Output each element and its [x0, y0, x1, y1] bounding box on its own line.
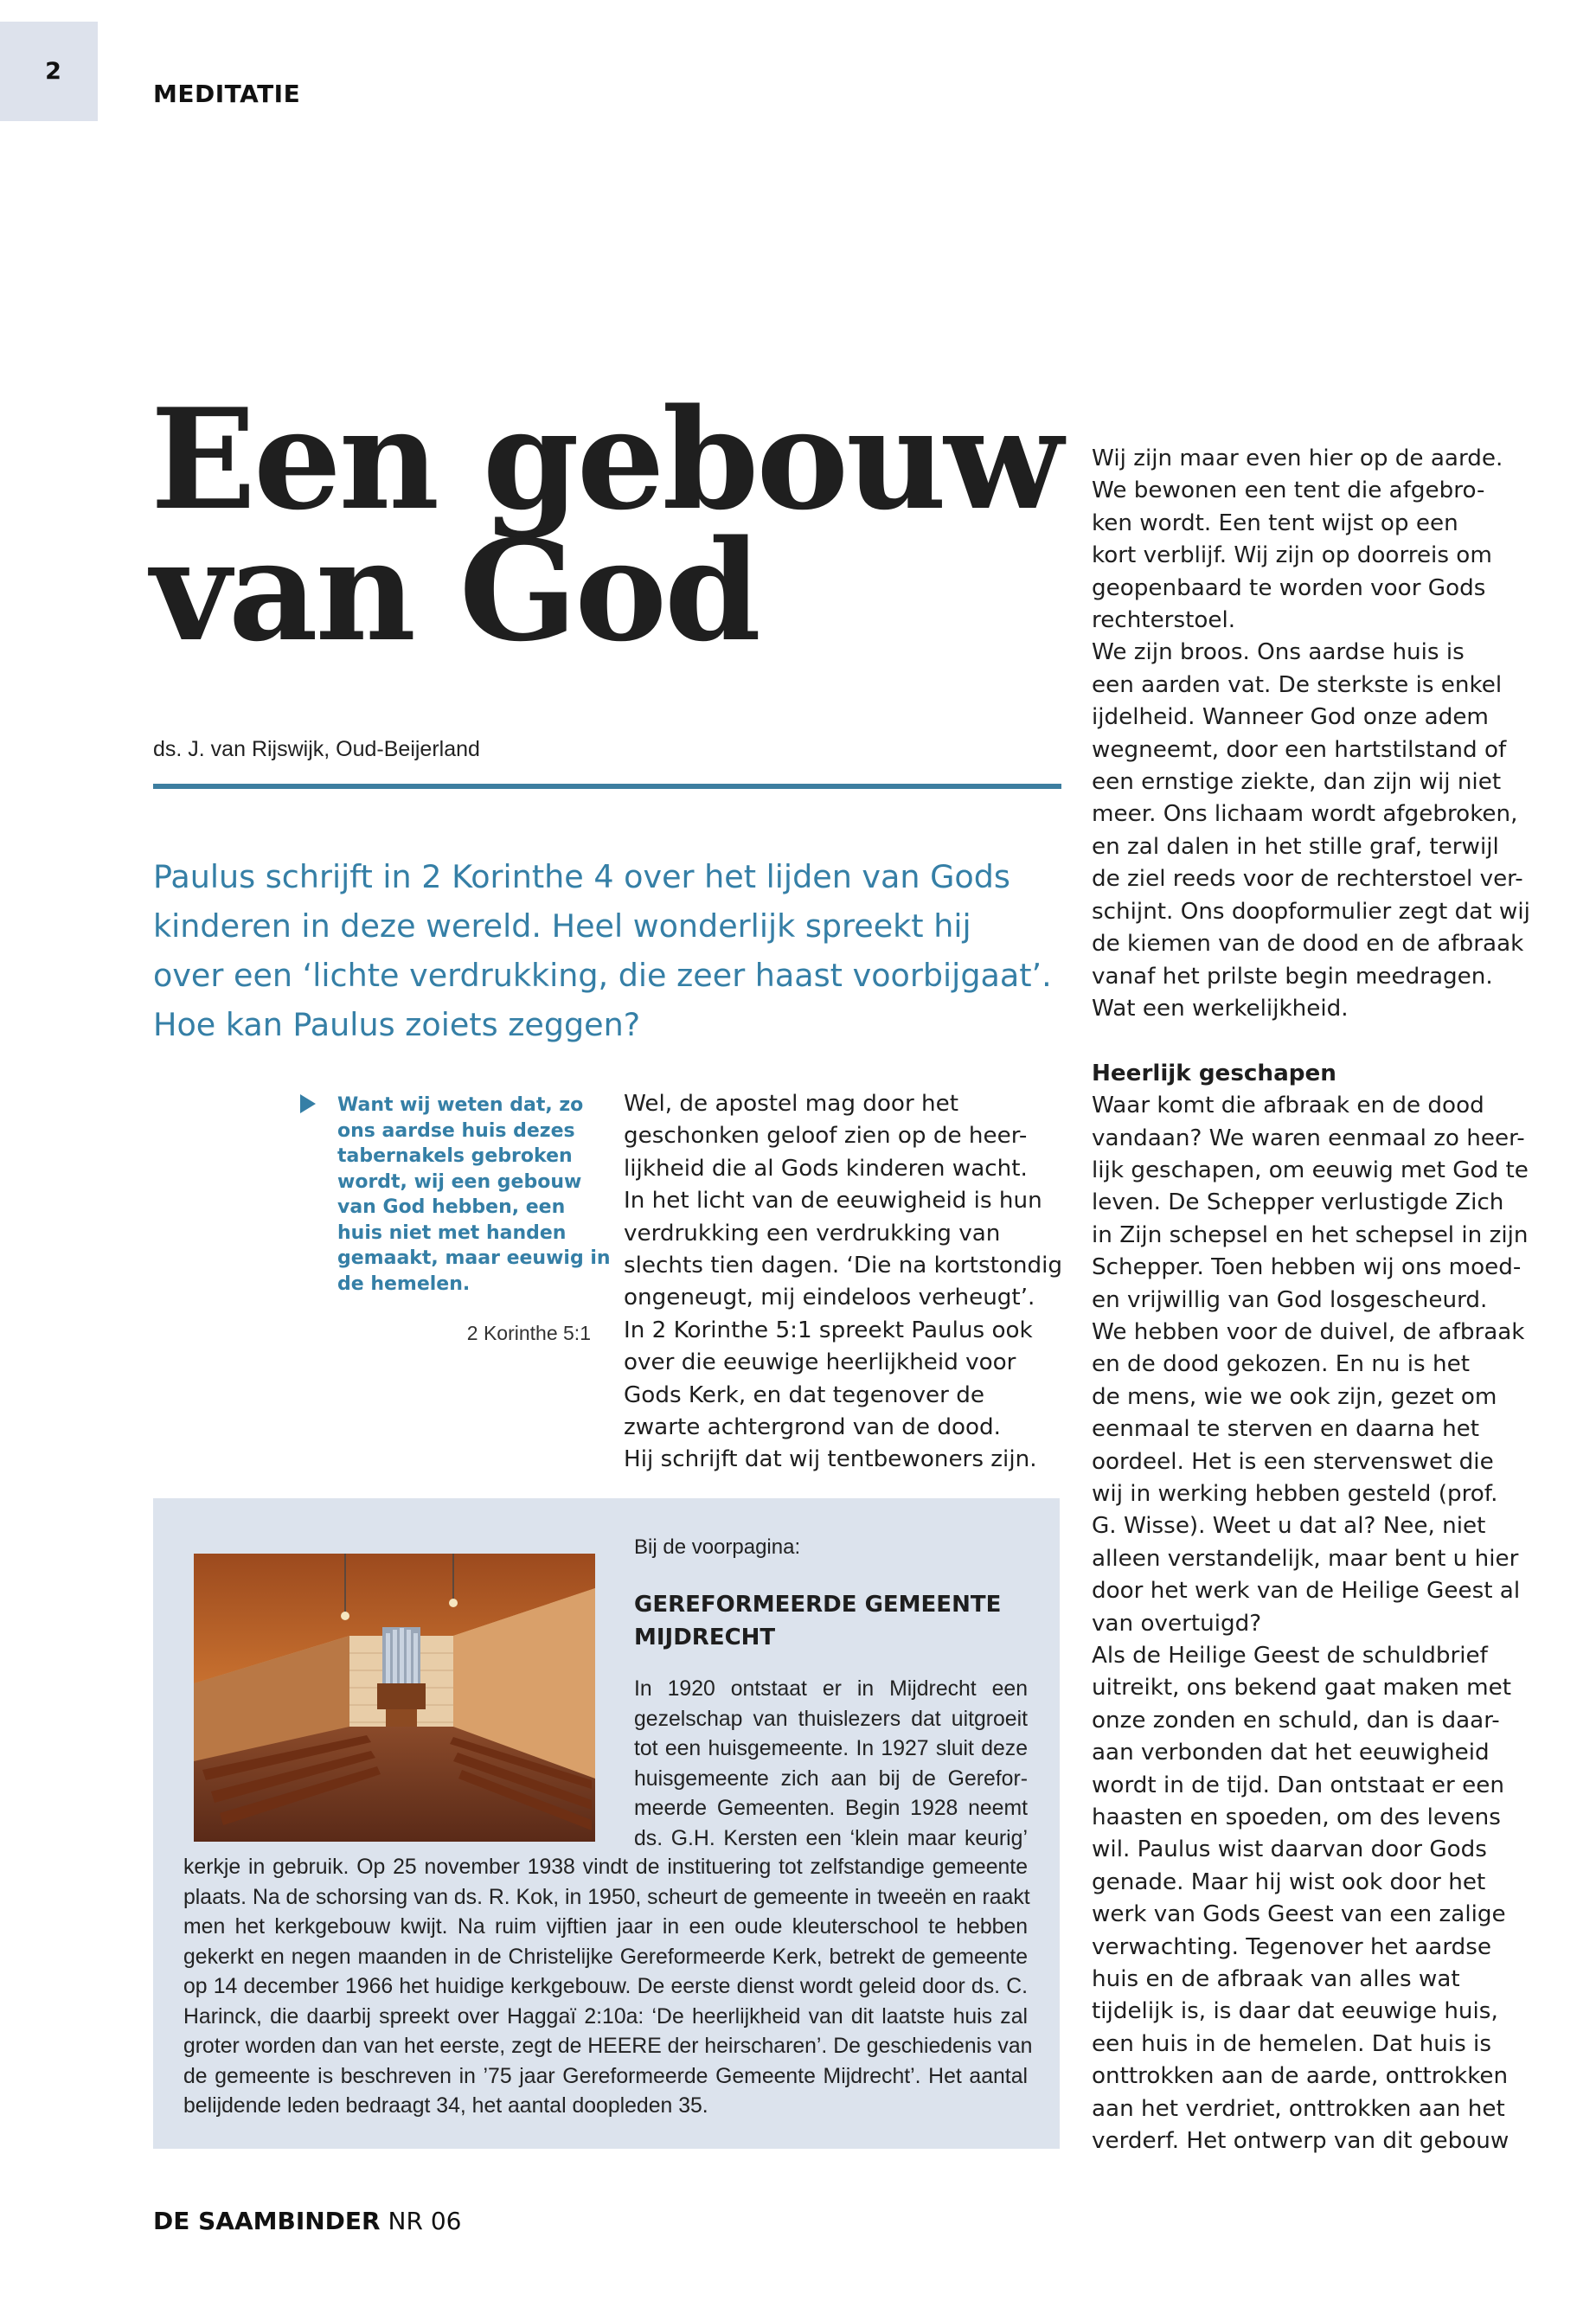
cover-box-label: Bij de voorpagina:	[634, 1535, 801, 1559]
body-line: Wij zijn maar even hier op de aarde.	[1092, 445, 1503, 471]
cover-box-text-wide	[183, 1853, 1033, 2122]
body-line: Waar komt die afbraak en de dood	[1092, 1093, 1484, 1119]
body-line: verwachting. Tegenover het aardse	[1092, 1933, 1492, 1960]
body-line: de mens, wie we ook zijn, gezet om	[1092, 1383, 1497, 1410]
section-label: MEDITATIE	[153, 80, 301, 108]
body-line: Wat een werkelijkheid.	[1092, 995, 1349, 1022]
body-line: Hij schrijft dat wij tentbewoners zijn.	[624, 1446, 1037, 1473]
body-line: G. Wisse). Weet u dat al? Nee, niet	[1092, 1513, 1486, 1540]
box-text-line: gezelschap van thuislezers dat uitgroeit	[634, 1707, 1028, 1731]
box-text-line: ds. G.H. Kersten een ‘klein maar keurig’	[634, 1826, 1028, 1850]
box-text-line: kerkje in gebruik. Op 25 november 1938 vindt de instituering tot zelfstandige gemeente	[183, 1856, 1028, 1879]
bible-quote	[337, 1093, 611, 1297]
publication-name: DE SAAMBINDER	[153, 2207, 381, 2235]
body-line: tijdelijk is, is daar dat eeuwige huis,	[1092, 1998, 1498, 2025]
body-line: onttrokken aan de aarde, onttrokken	[1092, 2063, 1509, 2090]
body-line: Gods Kerk, en dat tegenover de	[624, 1381, 984, 1408]
quote-line: van God hebben, een	[337, 1196, 566, 1218]
body-line: Wel, de apostel mag door het	[624, 1091, 959, 1117]
box-text-line: groter worden dan van het eerste, zegt de HEERE der heirscharen’. De geschiedenis van	[183, 2035, 1033, 2058]
box-text-line: belijdende leden bedraagt 34, het aantal doopleden 35.	[183, 2094, 708, 2118]
body-line: door het werk van de Heilige Geest al	[1092, 1578, 1521, 1605]
body-line: over die eeuwige heerlijkheid voor	[624, 1349, 1016, 1376]
body-line: vanaf het prilste begin meedragen.	[1092, 963, 1493, 990]
body-line: We hebben voor de duivel, de afbraak	[1092, 1318, 1525, 1345]
body-line: werk van Gods Geest van een zalige	[1092, 1901, 1506, 1928]
body-line: aan verbonden dat het eeuwigheid	[1092, 1740, 1490, 1766]
body-line: lijk geschapen, om eeuwig met God te	[1092, 1157, 1529, 1183]
lead-line: Paulus schrijft in 2 Korinthe 4 over het lijden van Gods	[153, 858, 1010, 895]
box-text-line: In 1920 ontstaat er in Mijdrecht een	[634, 1677, 1028, 1701]
box-text-line: men het kerkgebouw kwijt. Na ruim vijftien jaar in een oude kleuterschool te hebben	[183, 1915, 1028, 1939]
box-text-line: de gemeente is beschreven in ’75 jaar Gereformeerde Gemeente Mijdrecht’. Het aantal	[183, 2064, 1028, 2088]
lead-line: Hoe kan Paulus zoiets zeggen?	[153, 1006, 641, 1043]
body-line: wordt in de tijd. Dan ontstaat er een	[1092, 1772, 1504, 1798]
body-line: oordeel. Het is een stervenswet die	[1092, 1448, 1494, 1475]
body-line: geopenbaard te worden voor Gods	[1092, 574, 1486, 601]
box-text-line: meerde Gemeenten. Begin 1928 neemt	[634, 1797, 1028, 1820]
body-line: genade. Maar hij wist ook door het	[1092, 1868, 1486, 1895]
author-byline: ds. J. van Rijswijk, Oud-Beijerland	[153, 737, 480, 761]
body-line: rechterstoel.	[1092, 607, 1236, 634]
paragraph-gap	[1092, 1025, 1559, 1057]
box-text-line: gekerkt en negen maanden in de Christelijke Gereformeerde Kerk, betrekt de gemeente	[183, 1945, 1028, 1969]
body-line: aan het verdriet, onttrokken aan het	[1092, 2095, 1505, 2122]
lead-line: kinderen in deze wereld. Heel wonderlijk spreekt hij	[153, 907, 971, 945]
body-column-right	[1092, 443, 1559, 2158]
cover-box-title	[634, 1588, 1001, 1654]
quote-line: tabernakels gebroken	[337, 1145, 573, 1167]
body-line: verderf. Het ontwerp van dit gebouw	[1092, 2128, 1509, 2155]
box-text-line: huisgemeente zich aan bij de Gerefor-	[634, 1766, 1028, 1791]
church-interior-photo	[194, 1554, 595, 1842]
body-line: meer. Ons lichaam wordt afgebroken,	[1092, 801, 1518, 828]
body-line: ken wordt. Een tent wijst op een	[1092, 510, 1458, 536]
issue-number: NR 06	[388, 2207, 462, 2235]
body-line: kort verblijf. Wij zijn op doorreis om	[1092, 542, 1492, 569]
body-line: haasten en spoeden, om des levens	[1092, 1804, 1501, 1831]
box-text-line: Harinck, die daarbij spreekt over Haggaï 2:10a: ‘De heerlijkheid van dit laatste huis zal	[183, 2004, 1028, 2029]
body-line: en vrijwillig van God losgescheurd.	[1092, 1286, 1488, 1313]
quote-line: gemaakt, maar eeuwig in	[337, 1247, 611, 1269]
body-line: We bewonen een tent die afgebro-	[1092, 478, 1485, 504]
title-divider	[153, 784, 1061, 789]
title-line: Een gebouw	[151, 378, 1061, 541]
quote-line: ons aardse huis dezes	[337, 1119, 575, 1142]
body-line: wil. Paulus wist daarvan door Gods	[1092, 1836, 1487, 1863]
body-line: wegneemt, door een hartstilstand of	[1092, 736, 1507, 763]
body-line: lijkheid die al Gods kinderen wacht.	[624, 1155, 1028, 1182]
body-column-middle	[624, 1088, 1065, 1477]
body-line: een huis in de hemelen. Dat huis is	[1092, 2030, 1491, 2057]
body-line: ongeneugt, mij eindeloos verheugt’.	[624, 1285, 1035, 1311]
quote-line: huis niet met handen	[337, 1221, 567, 1244]
box-text-line: tot een huisgemeente. In 1927 sluit deze	[634, 1737, 1028, 1760]
body-line: de kiemen van de dood en de afbraak	[1092, 931, 1524, 958]
article-title	[151, 378, 1067, 672]
body-line: een aarden vat. De sterkste is enkel	[1092, 671, 1503, 698]
body-line: huis en de afbraak van alles wat	[1092, 1966, 1460, 1993]
body-line: uitreikt, ons bekend gaat maken met	[1092, 1675, 1512, 1702]
body-line: in Zijn schepsel en het schepsel in zijn	[1092, 1221, 1529, 1248]
box-title-line: GEREFORMEERDE GEMEENTE	[634, 1592, 1002, 1618]
title-line: van God	[151, 510, 759, 672]
body-line: ijdelheid. Wanneer God onze adem	[1092, 704, 1489, 731]
quote-reference: 2 Korinthe 5:1	[466, 1322, 591, 1344]
body-line: In 2 Korinthe 5:1 spreekt Paulus ook	[624, 1317, 1033, 1343]
body-line: een ernstige ziekte, dan zijn wij niet	[1092, 769, 1502, 796]
page-number: 2	[0, 22, 98, 121]
body-line: en zal dalen in het stille graf, terwijl	[1092, 833, 1499, 860]
box-title-line: MIJDRECHT	[634, 1625, 776, 1650]
body-line: Schepper. Toen hebben wij ons moed-	[1092, 1254, 1522, 1281]
body-line: We zijn broos. Ons aardse huis is	[1092, 639, 1465, 666]
lead-line: over een ‘lichte verdrukking, die zeer haast voorbijgaat’.	[153, 957, 1052, 994]
quote-triangle-icon	[300, 1094, 316, 1113]
body-line: vandaan? We waren eenmaal zo heer-	[1092, 1125, 1525, 1151]
body-line: geschonken geloof zien op de heer-	[624, 1123, 1028, 1150]
quote-line: de hemelen.	[337, 1272, 471, 1295]
body-line: slechts tien dagen. ‘Die na kortstondig	[624, 1253, 1062, 1279]
body-line: en de dood gekozen. En nu is het	[1092, 1351, 1471, 1378]
footer	[153, 2207, 461, 2235]
box-text-line: plaats. Na de schorsing van ds. R. Kok, in 1950, scheurt de gemeente in tweeën en raakt	[183, 1885, 1030, 1909]
body-line: schijnt. Ons doopformulier zegt dat wij	[1092, 898, 1530, 925]
body-line: de ziel reeds voor de rechterstoel ver-	[1092, 866, 1523, 893]
body-line: wij in werking hebben gesteld (prof.	[1092, 1480, 1498, 1507]
quote-line: wordt, wij een gebouw	[337, 1170, 582, 1193]
box-text-line: op 14 december 1966 het huidige kerkgebouw. De eerste dienst wordt geleid door ds. C.	[183, 1975, 1028, 1998]
body-line: onze zonden en schuld, dan is daar-	[1092, 1707, 1500, 1734]
cover-box-text-narrow	[634, 1675, 1028, 1854]
body-line: leven. De Schepper verlustigde Zich	[1092, 1189, 1504, 1216]
body-line: Als de Heilige Geest de schuldbrief	[1092, 1643, 1488, 1670]
body-line: van overtuigd?	[1092, 1610, 1262, 1637]
lead-paragraph	[153, 852, 1070, 1049]
subheading: Heerlijk geschapen	[1092, 1060, 1336, 1086]
body-line: zwarte achtergrond van de dood.	[624, 1414, 1001, 1441]
body-line: verdrukking een verdrukking van	[624, 1220, 1001, 1247]
body-line: eenmaal te sterven en daarna het	[1092, 1416, 1480, 1443]
quote-line: Want wij weten dat, zo	[337, 1094, 584, 1116]
body-line: alleen verstandelijk, maar bent u hier	[1092, 1545, 1519, 1572]
body-line: In het licht van de eeuwigheid is hun	[624, 1188, 1042, 1215]
